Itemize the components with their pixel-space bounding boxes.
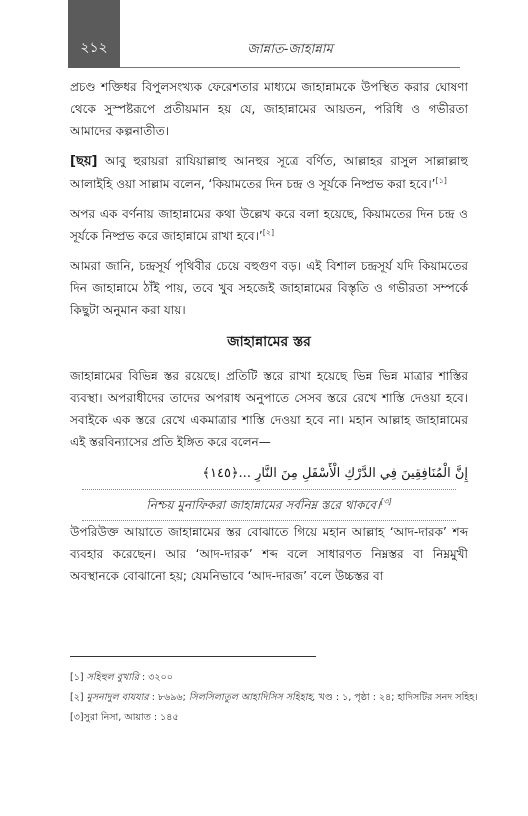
footnote-ref[interactable]: [৩] — [380, 497, 392, 506]
footnotes — [70, 668, 478, 728]
footnote: [১] সহিহুল বুখারি : ৩২০০ — [70, 672, 173, 683]
paragraph: অপর এক বর্ণনায় জাহান্নামের কথা উল্লেখ করে বলা হয়েছে, কিয়ামতের দিন চন্দ্র ও সূর্যকে নিষ্প্রভ করে জাহান্নামে রাখা হবে।’[২] — [70, 207, 468, 243]
footnote: [৩]সুরা নিসা, আয়াত : ১৪৫ — [70, 712, 179, 723]
quote-translation: নিশ্চয় মুনাফিকরা জাহান্নামের সর্বনিম্ন স্তরে থাকবে।[৩] — [146, 497, 392, 512]
page-content — [70, 76, 468, 595]
page-number: ২১২ — [80, 40, 108, 56]
footnote-ref[interactable]: [১] — [435, 176, 447, 185]
point-marker: [ছয়] — [70, 154, 98, 169]
footnote-ref[interactable]: [২] — [262, 228, 275, 237]
section-heading: জাহান্নামের স্তর — [227, 334, 311, 350]
paragraph: আমরা জানি, চন্দ্রসূর্য পৃথিবীর চেয়ে বহুগুণ বড়। এই বিশাল চন্দ্রসূর্য যদি কিয়ামতের দিন জাহান্নামে ঠাঁই পায়, তবে খুব সহজেই জাহান্নামের বিস্তৃতি ও গভীরতা সম্পর্কে কিছুটা অনুমান করা যায়। — [70, 259, 468, 317]
footnote: [২] মুসনাদুল বাযযার : ৮৬৯৬; সিলসিলাতুল আহাদিসিস সহিহাহ, খণ্ড : ১, পৃষ্ঠা : ২৪; হাদিসটির সনদ সহিহ। — [70, 692, 478, 703]
paragraph: প্রচণ্ড শক্তিধর বিপুলসংখ্যক ফেরেশতার মাধ্যমে জাহান্নামকে উপস্থিত করার ঘোষণা থেকে সুস্পষ্টরূপে প্রতীয়মান হয় যে, জাহান্নামের আয়তন, পরিধি ও গভীরতা আমাদের কল্পনাতীত। — [70, 80, 468, 138]
header-divider — [120, 67, 460, 68]
page-number-tab — [68, 0, 120, 68]
dotted-divider — [82, 489, 456, 490]
paragraph: জাহান্নামের বিভিন্ন স্তর রয়েছে। প্রতিটি স্তরে রাখা হয়েছে ভিন্ন ভিন্ন মাত্রার শাস্তির ব্যবস্থা। অপরাধীদের তাদের অপরাধ অনুপাতে সেসব স্তরে রেখে শাস্তি দেওয়া হবে। সবাইকে এক স্তরে রেখে একমাত্রার শাস্তি দেওয়া হবে না। মহান আল্লাহ জাহান্নামের এই স্তরবিন্যাসের প্রতি ইঙ্গিত করে বলেন— — [70, 369, 468, 449]
arabic-quote: إِنَّ الْمُنَافِقِينَ فِي الدَّرْكِ الْأَسْفَلِ مِنَ النَّارِ ...﴿١٤٥﴾ — [202, 466, 468, 481]
running-title: জান্নাত-জাহান্নাম — [247, 42, 333, 57]
footnote-divider — [70, 656, 316, 657]
paragraph: [ছয়] আবু হুরায়রা রাযিয়াল্লাহু আনহুর সূত্রে বর্ণিত, আল্লাহর রাসুল সাল্লাল্লাহু আলাইহি ওয়া সাল্লাম বলেন, ‘কিয়ামতের দিন চন্দ্র ও সূর্যকে নিষ্প্রভ করা হবে।’[১] — [70, 154, 468, 191]
paragraph: উপরিউক্ত আয়াতে জাহান্নামের স্তর বোঝাতে গিয়ে মহান আল্লাহ ‘আদ-দারক’ শব্দ ব্যবহার করেছেন। আর ‘আদ-দারক’ শব্দ বলে সাধারণত নিম্নস্তর বা নিম্নমুখী অবস্থানকে বোঝানো হয়; যেমনিভাবে ‘আদ-দারজ’ বলে উচ্চস্তর বা — [70, 525, 468, 583]
